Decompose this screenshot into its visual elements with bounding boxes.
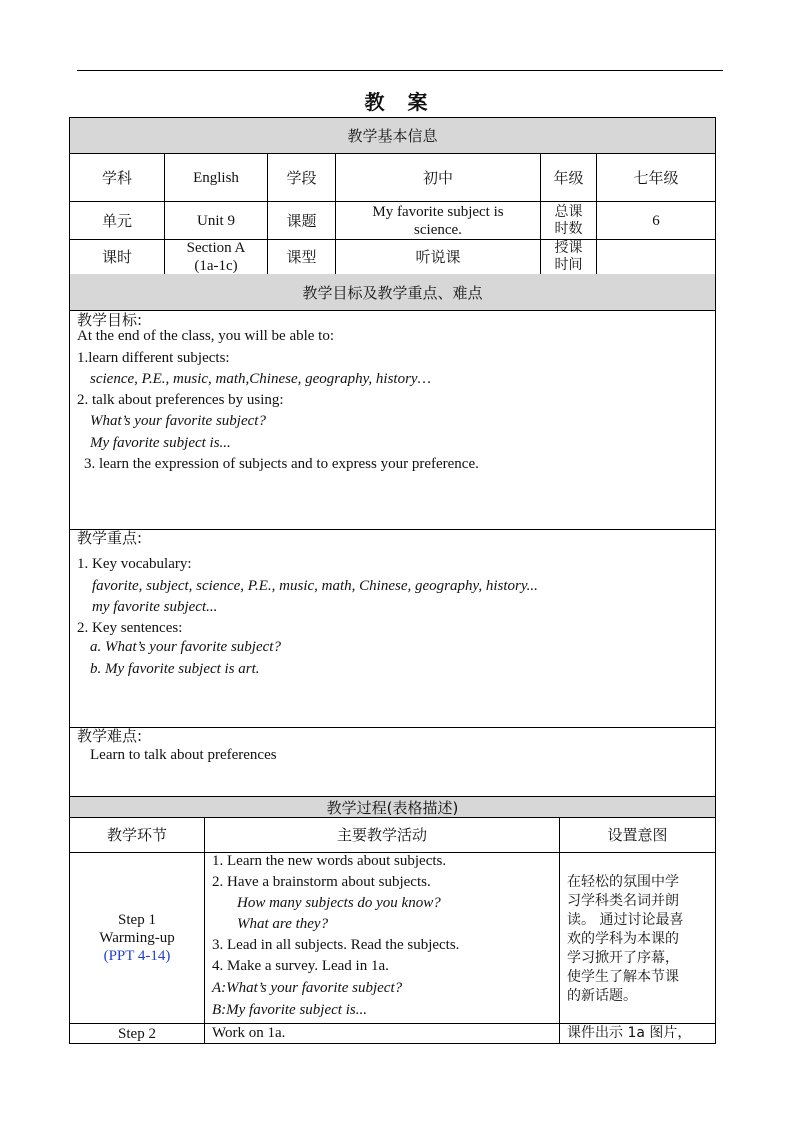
activity-line: 4. Make a survey. Lead in 1a. [212, 958, 389, 974]
process-header: 教学过程(表格描述) [70, 797, 715, 818]
activity-line: 2. Have a brainstorm about subjects. [212, 874, 431, 890]
goal-line-6: My favorite subject is... [90, 435, 231, 451]
step-1-title: Step 1 [118, 912, 156, 928]
step-2-name: Step 2 [70, 1024, 205, 1044]
info-row-2 [70, 202, 715, 240]
unit-value: Unit 9 [165, 202, 268, 239]
info-row-1 [70, 154, 715, 202]
stage-label: 学段 [268, 154, 336, 201]
period-line-1: Section A [186, 240, 246, 256]
subject-value: English [165, 154, 268, 201]
basic-info-header: 教学基本信息 [70, 118, 715, 154]
table-row [70, 1024, 715, 1044]
goal-line-5: What’s your favorite subject? [90, 413, 266, 429]
time-label-line-2: 时间 [554, 257, 583, 273]
activity-line: What are they? [237, 916, 329, 932]
goals-heading: 教学目标: [77, 311, 143, 329]
type-label: 课型 [268, 240, 336, 274]
basic-info-table [69, 117, 716, 275]
key-line-6: b. My favorite subject is art. [90, 661, 260, 677]
key-line-2: favorite, subject, science, P.E., music, math, Chinese, geography, history... [92, 578, 538, 594]
activity-line: 3. Lead in all subjects. Read the subjects. [212, 937, 460, 953]
step-1-ppt-ref: (PPT 4-14) [103, 948, 171, 964]
intent-line: 课件出示 1a 图片， [567, 1025, 692, 1041]
process-table [69, 796, 716, 1044]
goal-line-3: science, P.E., music, math,Chinese, geography, history… [90, 371, 431, 387]
objectives-section [69, 274, 716, 797]
step-1-intent [560, 853, 715, 1023]
process-column-headers [70, 818, 715, 853]
step-1-subtitle: Warming-up [99, 930, 175, 946]
topic-line-1: My favorite subject is [372, 203, 504, 220]
unit-label: 单元 [70, 202, 165, 239]
info-row-3 [70, 240, 715, 274]
intent-line: 在轻松的氛围中学 [567, 874, 679, 890]
activity-line: 1. Learn the new words about subjects. [212, 853, 447, 869]
topic-line-2: science. [414, 221, 462, 238]
topic-value [336, 202, 541, 239]
key-points-heading: 教学重点: [77, 529, 143, 547]
subject-label: 学科 [70, 154, 165, 201]
key-line-1: 1. Key vocabulary: [77, 556, 192, 572]
time-value [597, 240, 715, 274]
intent-line: 学习掀开了序幕， [567, 950, 679, 966]
time-label-line-1: 授课 [554, 240, 583, 256]
key-line-3: my favorite subject... [92, 599, 218, 615]
key-line-5: a. What’s your favorite subject? [90, 639, 281, 655]
step-2-activities [205, 1024, 560, 1044]
table-row [70, 853, 715, 1024]
time-label [541, 240, 597, 274]
difficulty-text: Learn to talk about preferences [90, 747, 277, 763]
intent-line: 读。 通过讨论最喜 [567, 912, 684, 928]
document-title: 教 案 [364, 90, 436, 114]
topic-label: 课题 [268, 202, 336, 239]
goal-line-7: 3. learn the expression of subjects and to express your preference. [84, 456, 479, 472]
activity-line: A:What’s your favorite subject? [212, 980, 403, 996]
activity-line: B:My favorite subject is... [212, 1002, 367, 1018]
grade-label: 年级 [541, 154, 597, 201]
goal-line-4: 2. talk about preferences by using: [77, 392, 284, 408]
divider [70, 727, 715, 728]
header-rule [77, 70, 723, 71]
intent-line: 使学生了解本节课 [567, 969, 679, 985]
key-line-4: 2. Key sentences: [77, 620, 183, 636]
step-1-name [70, 853, 205, 1023]
difficulty-heading: 教学难点: [77, 727, 143, 745]
intent-line: 的新话题。 [567, 988, 637, 1004]
goal-line-2: 1.learn different subjects: [77, 350, 230, 366]
activity-line: How many subjects do you know? [237, 895, 441, 911]
period-line-2: (1a-1c) [194, 258, 238, 274]
hours-label-line-1: 总课 [554, 203, 583, 220]
column-activities: 主要教学活动 [205, 818, 560, 852]
step-1-activities [205, 853, 560, 1023]
period-value [165, 240, 268, 274]
hours-label-line-2: 时数 [554, 220, 583, 237]
period-label: 课时 [70, 240, 165, 274]
stage-value: 初中 [336, 154, 541, 201]
column-intent: 设置意图 [607, 826, 668, 844]
grade-value: 七年级 [633, 168, 679, 187]
intent-line: 习学科类名词并朗 [567, 893, 679, 909]
type-value: 听说课 [336, 240, 541, 274]
objectives-header: 教学目标及教学重点、难点 [70, 274, 715, 311]
step-2-intent [560, 1024, 715, 1044]
hours-value: 6 [652, 212, 660, 229]
column-step: 教学环节 [70, 818, 205, 852]
intent-line: 欢的学科为本课的 [567, 931, 679, 947]
activity-line: Work on 1a. [212, 1025, 286, 1041]
goal-line-1: At the end of the class, you will be able to: [77, 328, 335, 344]
hours-label [541, 202, 597, 239]
divider [70, 529, 715, 530]
